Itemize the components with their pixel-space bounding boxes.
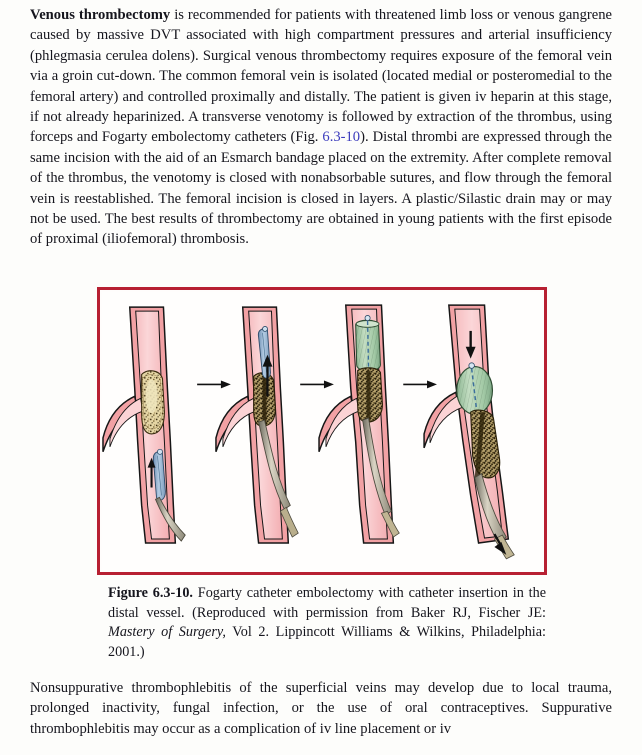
paragraph-lead-in-bold: Venous thrombectomy [30,7,171,23]
body-paragraph-bottom: Nonsuppurative thrombophlebitis of the superficial veins may develop due to local trauma, prolonged inactivity, fungal infection, or the use of oral contraceptives. Suppurative thrombophlebitis may occur as a complication of iv line placement or iv [30,680,612,737]
figure-caption-text-1: Fogarty catheter embolectomy with catheter insertion in the distal vessel. (Reproduced with permission from Baker RJ, Fischer JE: [108,585,546,621]
paragraph-venous-thrombectomy [30,5,612,250]
paragraph-text-before-crossref: is recommended for patients with threatened limb loss or venous gangrene caused by massive DVT associated with high compartment pressures and arterial insufficiency (phlegmasia cerulea dolens). Surgical venous thrombectomy requires exposure of the femoral vein via a groin cut-down. The common femoral vein is isolated (located medial or posteromedial to the femoral artery) and controlled proximally and distally. The patient is given iv heparin at this stage, if not already heparinized. A transverse venotomy is followed by extraction of the thrombus, using forceps and Fogarty embolectomy catheters (Fig. [30,7,612,146]
figure-image [102,292,542,570]
figure-caption-text-2: Vol 2. Lippincott Williams & Wilkins, Philadelphia: 2001.) [108,624,546,660]
figure-caption [108,584,546,662]
fogarty-embolectomy-illustration [102,292,542,570]
figure-caption-source-title: Mastery of Surgery, [108,624,226,641]
paragraph-thrombophlebitis [30,678,612,739]
figure-border-box [97,287,547,575]
figure-crossref-link[interactable]: 6.3-10 [322,129,361,146]
body-paragraph [30,5,612,250]
figure-caption-label: Figure 6.3-10. [108,585,193,601]
figure-container [97,287,547,575]
paragraph-text-after-crossref: ). Distal thrombi are expressed through the same incision with the aid of an Esmarch bandage placed on the extremity. After complete removal of the thrombus, the venotomy is closed with nonabsorbable sutures, and flow through the femoral vein is reestablished. The femoral incision is closed in layers. A plastic/Silastic drain may or may not be used. The best results of thrombectomy are obtained in young patients with the first episode of proximal (iliofemoral) thrombosis. [30,129,612,248]
